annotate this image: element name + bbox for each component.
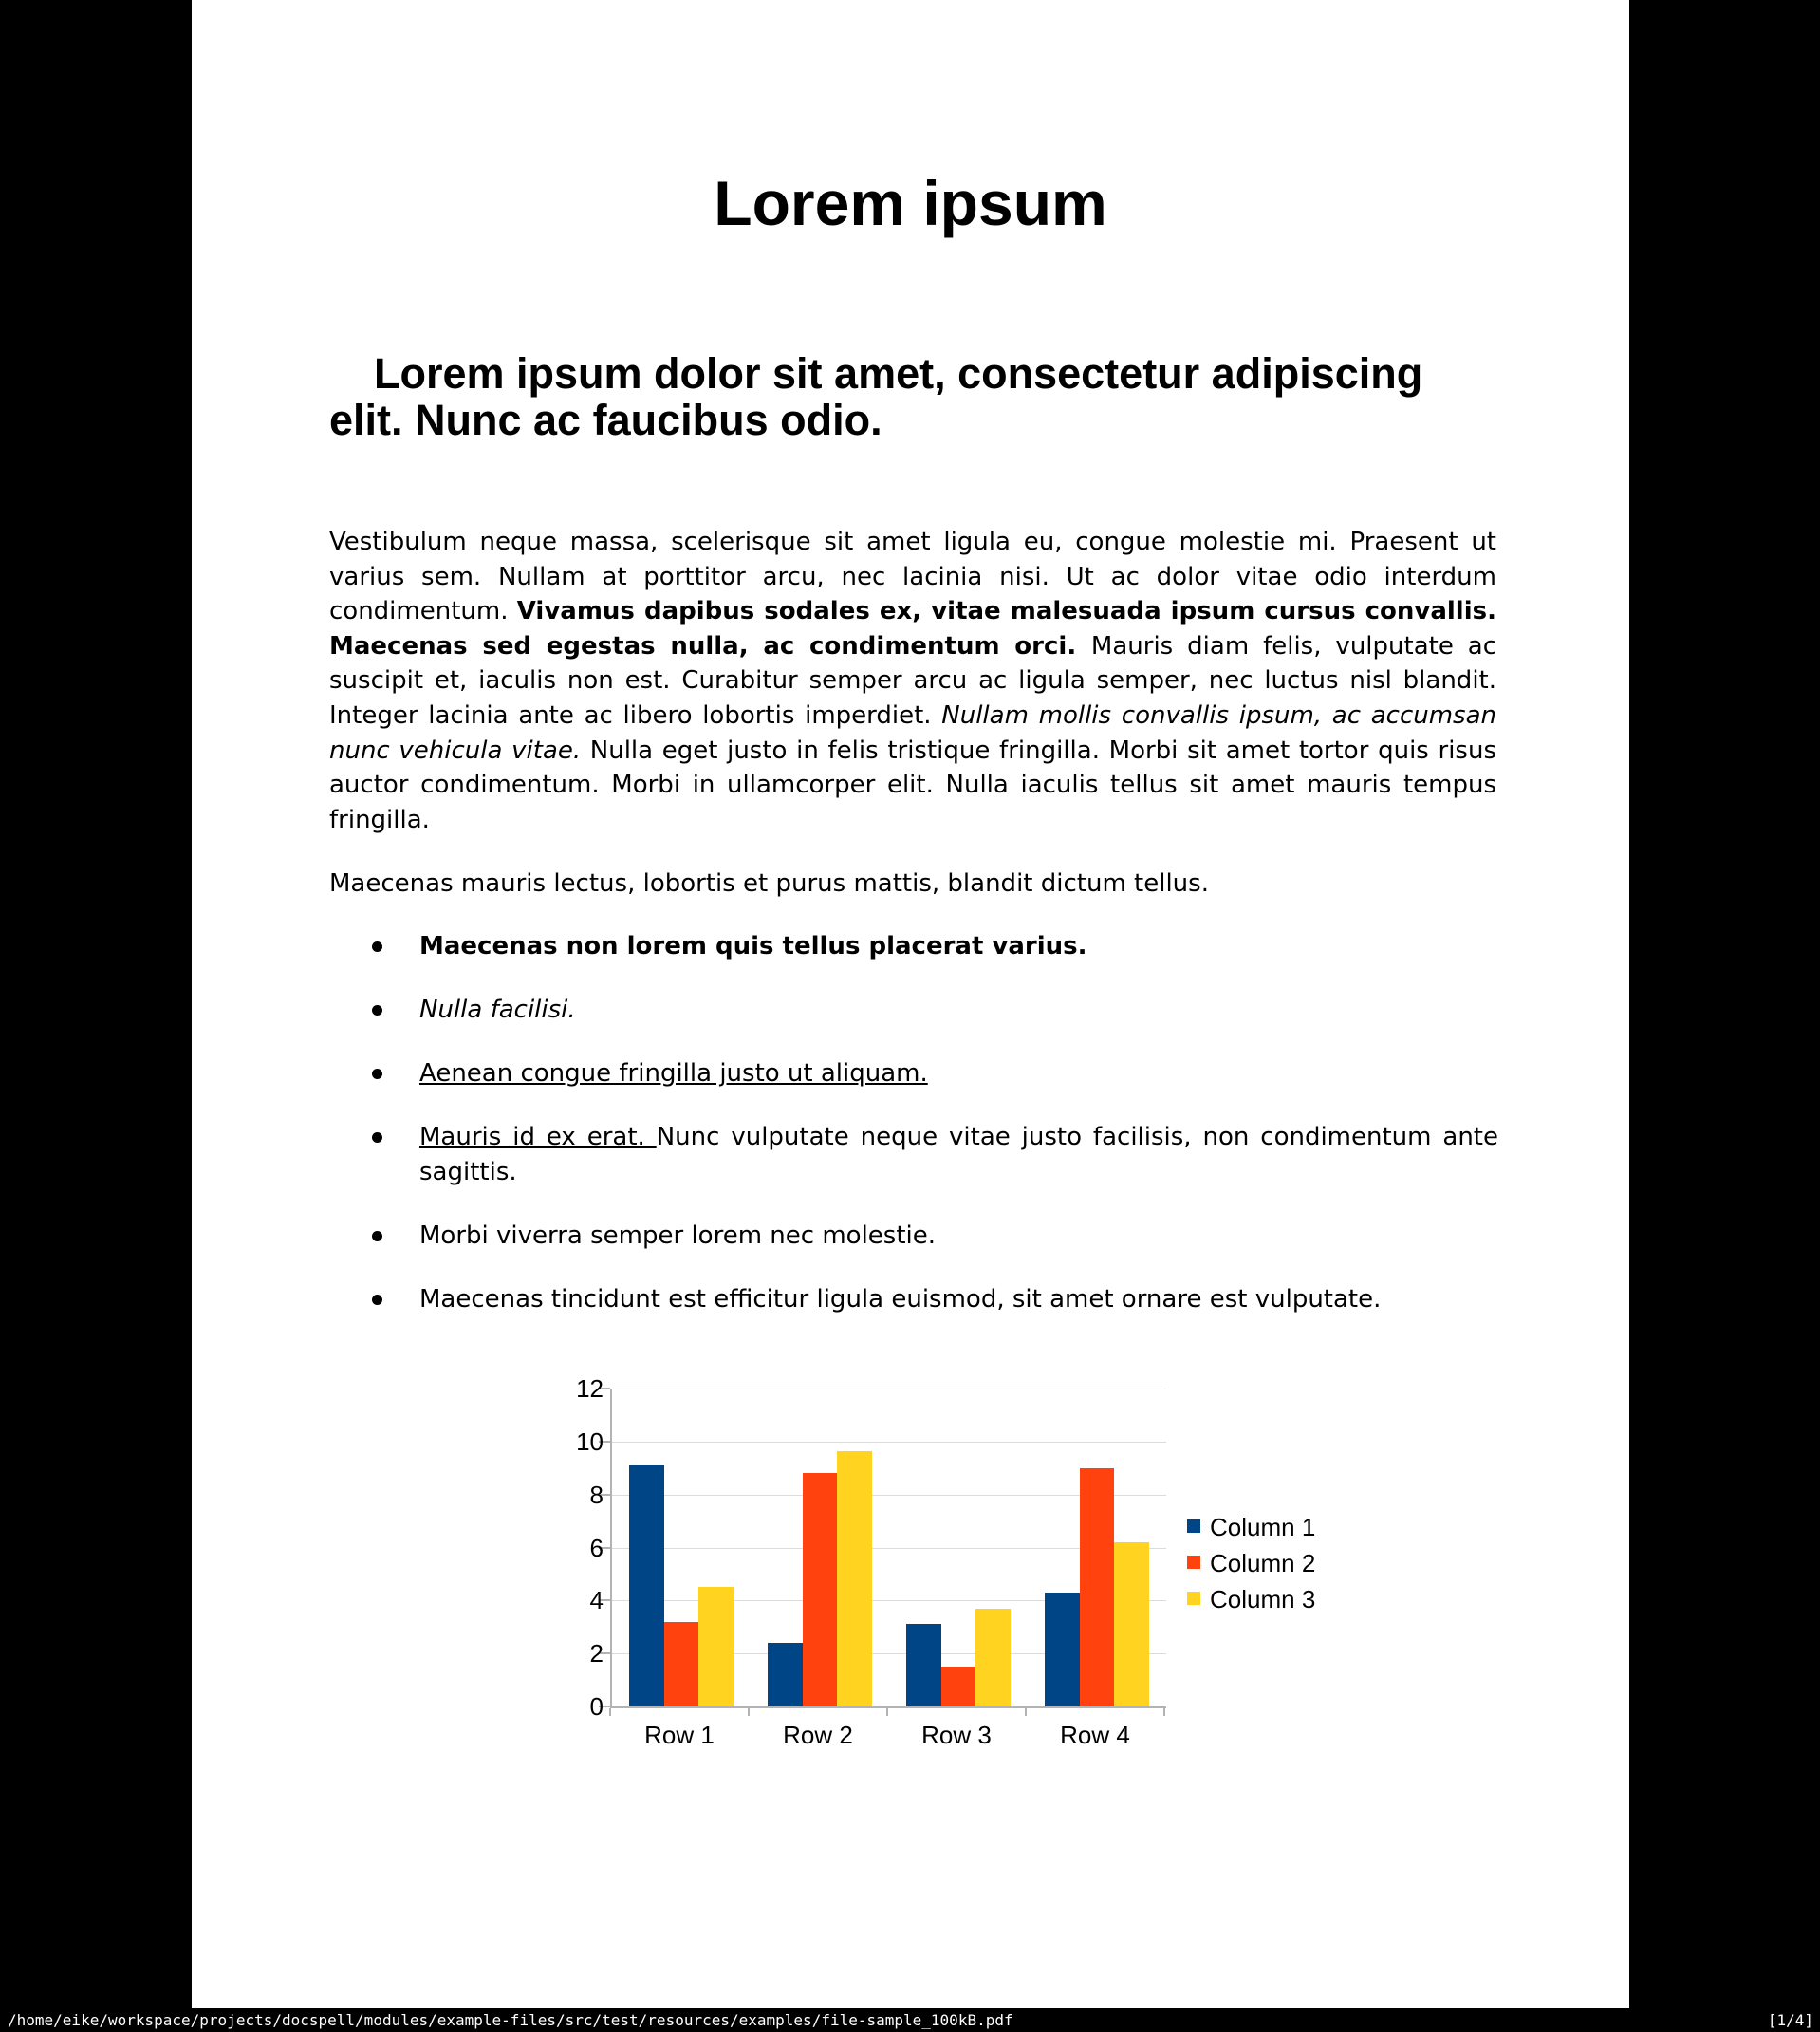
text-segment-italic: Nulla facilisi. <box>419 996 576 1024</box>
text-segment-underline: Mauris id ex erat. <box>419 1123 657 1151</box>
body-paragraph-2: Maecenas mauris lectus, lobortis et purus mattis, blandit dictum tellus. <box>329 869 1209 898</box>
y-axis-label: 4 <box>589 1586 604 1615</box>
bullet-icon <box>372 1295 382 1305</box>
x-axis-label: Row 1 <box>644 1721 715 1749</box>
x-axis-label: Row 3 <box>921 1721 992 1749</box>
bar-column-1-row-3 <box>906 1624 941 1706</box>
text-segment-normal: Nunc vulputate neque vitae justo facilisis, non condimentum ante sagittis. <box>419 1123 1498 1186</box>
document-subheading: Lorem ipsum dolor sit amet, consectetur adipiscing elit. Nunc ac faucibus odio. <box>329 349 1423 444</box>
x-axis-tick <box>1025 1708 1027 1716</box>
y-axis-label: 12 <box>576 1374 604 1403</box>
list-item <box>329 1056 1498 1091</box>
chart-plot-area <box>610 1389 1166 1708</box>
document-title: Lorem ipsum <box>714 168 1107 238</box>
bar-column-2-row-2 <box>803 1473 838 1706</box>
list-item <box>329 993 1498 1028</box>
text-segment-bold: Vivamus dapibus sodales ex, vitae malesuada ipsum cursus convallis. Maecenas sed egestas nulla, ac condimentum orci. <box>329 597 1496 661</box>
chart-gridline <box>612 1442 1166 1443</box>
bar-column-1-row-1 <box>629 1465 664 1706</box>
y-axis-label: 8 <box>589 1480 604 1509</box>
text-segment-normal: Maecenas tincidunt est efficitur ligula euismod, sit amet ornare est vulputate. <box>419 1285 1382 1314</box>
x-axis-label: Row 2 <box>783 1721 853 1749</box>
legend-swatch-icon <box>1187 1556 1200 1569</box>
bar-column-3-row-1 <box>698 1587 734 1706</box>
bar-column-3-row-4 <box>1114 1542 1149 1706</box>
text-segment-normal: Vestibulum neque massa, scelerisque sit amet ligula eu, congue molestie mi. Praesent ut varius sem. Nullam at porttitor arcu, nec lacinia nisi. Ut ac dolor vitae odio interdum condimentum. <box>329 528 1496 626</box>
y-axis-label: 10 <box>576 1426 604 1456</box>
list-item <box>329 1282 1498 1317</box>
bullet-list <box>329 929 1498 1346</box>
bar-column-3-row-2 <box>837 1451 872 1706</box>
bar-column-1-row-4 <box>1045 1593 1080 1706</box>
legend-swatch-icon <box>1187 1519 1200 1533</box>
legend-label: Column 2 <box>1210 1549 1316 1577</box>
bar-column-3-row-3 <box>975 1609 1011 1706</box>
text-segment-underline: Aenean congue fringilla justo ut aliquam. <box>419 1059 928 1088</box>
legend-label: Column 1 <box>1210 1513 1316 1541</box>
x-axis-tick <box>748 1708 750 1716</box>
bullet-icon <box>372 1005 382 1016</box>
text-segment-normal: Mauris diam felis, vulputate ac suscipit et, iaculis non est. Curabitur semper arcu ac ligula semper, nec luctus nisl blandit. Integer lacinia ante ac libero lobortis imperdiet. <box>329 631 1496 730</box>
legend-swatch-icon <box>1187 1592 1200 1605</box>
x-axis-tick <box>1163 1708 1165 1716</box>
list-item <box>329 929 1498 964</box>
y-axis-label: 0 <box>589 1692 604 1721</box>
bar-column-2-row-1 <box>664 1622 699 1706</box>
viewer-statusbar <box>0 2008 1820 2032</box>
x-axis-tick <box>886 1708 888 1716</box>
bar-column-2-row-3 <box>941 1667 976 1706</box>
statusbar-file-path: /home/eike/workspace/projects/docspell/modules/example-files/src/test/resources/examples/file-sample_100kB.pdf <box>8 2011 1013 2029</box>
statusbar-page-indicator: [1/4] <box>1767 2011 1813 2029</box>
pdf-page <box>192 0 1629 2008</box>
x-axis-label: Row 4 <box>1060 1721 1130 1749</box>
list-item <box>329 1120 1498 1190</box>
bar-column-2-row-4 <box>1080 1468 1115 1706</box>
bullet-icon <box>372 941 382 952</box>
legend-label: Column 3 <box>1210 1585 1316 1613</box>
text-segment-normal: Morbi viverra semper lorem nec molestie. <box>419 1221 937 1250</box>
text-segment-bold: Maecenas non lorem quis tellus placerat varius. <box>419 932 1087 960</box>
bullet-icon <box>372 1069 382 1079</box>
bullet-icon <box>372 1132 382 1143</box>
y-axis-label: 2 <box>589 1639 604 1668</box>
body-paragraph-1 <box>329 525 1496 837</box>
bar-column-1-row-2 <box>768 1643 803 1706</box>
text-segment-italic: Nullam mollis convallis ipsum, ac accumsan nunc vehicula vitae. <box>329 700 1496 765</box>
list-item <box>329 1219 1498 1254</box>
x-axis-tick <box>609 1708 611 1716</box>
bullet-icon <box>372 1231 382 1241</box>
y-axis-label: 6 <box>589 1533 604 1562</box>
bar-chart <box>569 1367 1404 1765</box>
text-segment-normal: Nulla eget justo in felis tristique fringilla. Morbi sit amet tortor quis risus auctor condimentum. Morbi in ullamcorper elit. Nulla iaculis tellus sit amet mauris tempus fringilla. <box>329 736 1496 834</box>
